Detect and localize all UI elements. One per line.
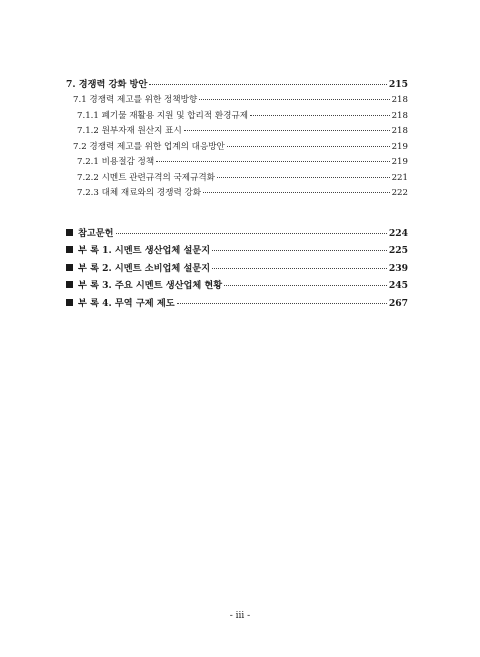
toc-section-title: 부 록 4. 무역 구제 제도 (78, 297, 175, 309)
toc-leader-dots (212, 267, 387, 269)
toc-leader-dots (212, 249, 387, 251)
toc-entry[interactable] (66, 109, 408, 125)
toc-leader-dots (217, 176, 390, 178)
table-of-contents (66, 76, 408, 312)
square-bullet-icon (66, 229, 73, 236)
toc-section[interactable] (66, 277, 408, 295)
toc-leader-dots (250, 114, 390, 116)
toc-entry-page: 218 (391, 110, 408, 121)
toc-leader-dots (177, 302, 387, 304)
toc-section[interactable] (66, 225, 408, 243)
square-bullet-icon (66, 264, 73, 271)
toc-entry-title: 7.1.2 원부자재 원산지 표시 (77, 126, 182, 136)
toc-section-page: 245 (388, 280, 408, 291)
toc-entry-page: 219 (391, 141, 408, 152)
toc-entry[interactable] (66, 171, 408, 187)
toc-leader-dots (116, 232, 387, 234)
toc-section-title: 부 록 2. 시멘트 소비업체 설문지 (78, 262, 211, 274)
toc-section-title: 참고문헌 (78, 227, 114, 239)
toc-entry-title: 7.2.1 비용절감 정책 (77, 157, 155, 167)
toc-entry-page: 218 (391, 126, 408, 136)
toc-entry[interactable] (66, 124, 408, 140)
toc-section-page: 239 (388, 262, 408, 274)
toc-section[interactable] (66, 295, 408, 313)
toc-entry-page: 218 (391, 95, 408, 105)
toc-leader-dots (224, 284, 387, 286)
toc-section-page: 225 (388, 245, 408, 256)
toc-section-title: 부 록 3. 주요 시멘트 생산업체 현황 (78, 280, 223, 291)
toc-entry-page: 219 (391, 157, 408, 167)
toc-leader-dots (156, 160, 389, 162)
square-bullet-icon (66, 281, 73, 288)
toc-entry[interactable] (66, 186, 408, 202)
toc-entry-page: 221 (391, 172, 408, 183)
toc-entry-title: 7.2.2 시멘트 관련규격의 국제규격화 (77, 172, 215, 183)
toc-section[interactable] (66, 260, 408, 278)
toc-leader-dots (184, 129, 390, 131)
page-number: - iii - (229, 611, 251, 621)
toc-entry-title: 7.2 경쟁력 제고를 위한 업계의 대응방안 (73, 141, 225, 152)
toc-entry[interactable] (66, 155, 408, 171)
toc-section-page: 267 (388, 297, 408, 309)
square-bullet-icon (66, 246, 73, 253)
section-gap (66, 202, 408, 225)
toc-entry-page: 215 (388, 79, 408, 90)
toc-entry-title: 7.2.3 대체 재료와의 경쟁력 강화 (77, 188, 202, 198)
toc-entry-title: 7.1 경쟁력 제고를 위한 정책방향 (73, 95, 198, 105)
toc-section-title: 부 록 1. 시멘트 생산업체 설문지 (78, 245, 211, 256)
toc-entry[interactable] (66, 140, 408, 156)
toc-section[interactable] (66, 242, 408, 260)
toc-leader-dots (149, 83, 386, 85)
toc-entry-title: 7.1.1 폐기물 재활용 지원 및 합리적 환경규제 (77, 110, 249, 121)
square-bullet-icon (66, 299, 73, 306)
toc-section-page: 224 (388, 227, 408, 239)
toc-entry[interactable] (66, 93, 408, 109)
toc-entry-page: 222 (391, 188, 408, 198)
toc-entry[interactable] (66, 76, 408, 93)
toc-leader-dots (203, 191, 389, 193)
toc-leader-dots (227, 145, 390, 147)
toc-entry-title: 7. 경쟁력 강화 방안 (66, 79, 148, 90)
toc-leader-dots (199, 98, 389, 100)
